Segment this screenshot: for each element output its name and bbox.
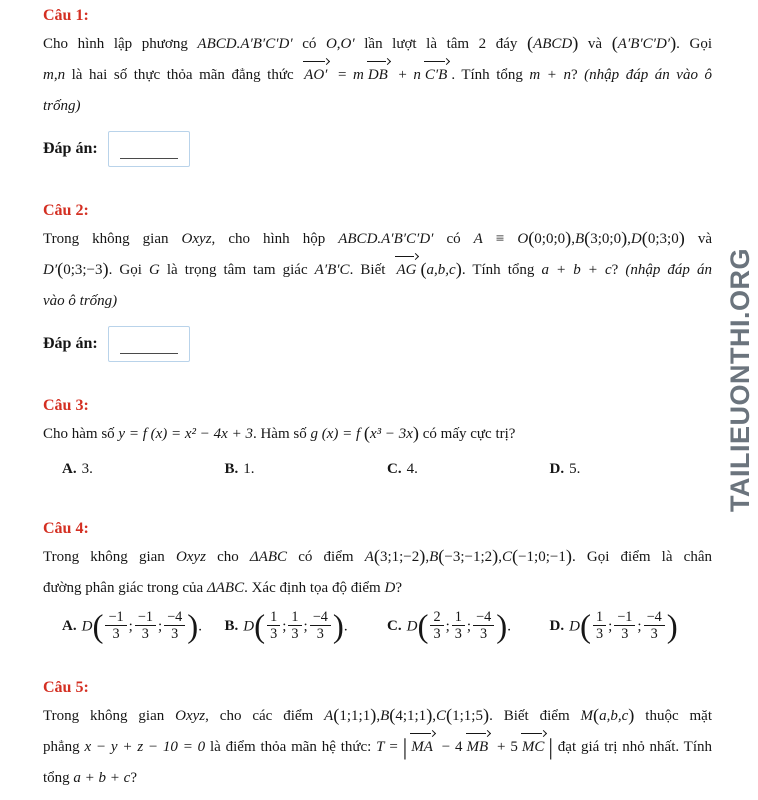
- question-3-heading: Câu 3:: [43, 397, 89, 414]
- option-a-content: D( $\frac{-1}{3}$ ; $\frac{-1}{3}$ ; $\frac{-4}{3}$ ).: [81, 608, 203, 645]
- answer-label: Đáp án:: [43, 140, 98, 157]
- question-text-line: đường phân giác trong của ΔABC. Xác định tọa độ điểm D?: [43, 580, 402, 596]
- answer-input[interactable]: [108, 131, 190, 167]
- question-3-options: [43, 454, 712, 485]
- question-text-line: m,n là hai số thực thỏa mãn đẳng thức AO′ = m DB + n C′B . Tính tổng m + n? (nhập đáp án vào ô: [43, 60, 712, 91]
- option-a-letter: A.: [62, 461, 77, 477]
- question-text-line: Trong không gian Oxyz, cho hình hộp ABCD.A′B′C′D′ có A ≡ O(0;0;0),B(3;0;0),D(0;3;0) và: [43, 228, 712, 249]
- question-1-text: [43, 29, 712, 122]
- option-b-letter: B.: [224, 618, 239, 635]
- option-d-letter: D.: [549, 461, 565, 477]
- option-b-letter: B.: [224, 461, 239, 477]
- question-2-heading: Câu 2:: [43, 202, 89, 219]
- option-c-content: D( $\frac{2}{3}$ ; $\frac{1}{3}$ ; $\frac{-4}{3}$ ).: [406, 608, 511, 645]
- question-3-text: [43, 419, 712, 450]
- question-4-heading: Câu 4:: [43, 520, 89, 537]
- question-5: [43, 678, 712, 794]
- question-4-options: [43, 610, 712, 644]
- option-b: [225, 454, 388, 485]
- question-text-line: Cho hình lập phương ABCD.A′B′C′D′ có O,O′ lần lượt là tâm 2 đáy (ABCD) và (A′B′C′D′). Gọi: [43, 33, 713, 54]
- question-1-heading: Câu 1:: [43, 7, 89, 24]
- question-2-answer-row: [43, 326, 712, 362]
- answer-label: Đáp án:: [43, 335, 98, 352]
- question-text-line: vào ô trống): [43, 293, 118, 309]
- option-b-content: 1.: [243, 461, 255, 477]
- option-b-content: D( $\frac{1}{3}$ ; $\frac{1}{3}$ ; $\frac{-4}{3}$ ).: [243, 608, 348, 645]
- option-a-content: 3.: [81, 461, 93, 477]
- question-4: [43, 519, 712, 644]
- answer-input[interactable]: [108, 326, 190, 362]
- site-watermark: TAILIEUONTHI.ORG: [725, 248, 755, 512]
- option-c: [387, 454, 550, 485]
- question-text-line: Cho hàm số y = f (x) = x² − 4x + 3. Hàm số g (x) = f (x³ − 3x) có mấy cực trị?: [43, 423, 516, 444]
- answer-blank-line: [120, 353, 178, 354]
- question-text-line: D′(0;3;−3). Gọi G là trọng tâm tam giác A′B′C. Biết AG (a,b,c). Tính tổng a + b + c? (nhập đáp án: [43, 255, 712, 286]
- option-a: [62, 610, 225, 644]
- question-4-text: [43, 542, 712, 604]
- option-d-content: 5.: [569, 461, 581, 477]
- option-d-content: D( $\frac{1}{3}$ ; $\frac{-1}{3}$ ; $\frac{-4}{3}$ ): [569, 608, 678, 645]
- question-2: [43, 201, 712, 362]
- question-5-text: [43, 701, 712, 794]
- option-d-letter: D.: [549, 618, 565, 635]
- option-c-letter: C.: [387, 618, 402, 635]
- option-d: [550, 610, 713, 644]
- option-a: [62, 454, 225, 485]
- option-c-content: 4.: [406, 461, 418, 477]
- option-c-letter: C.: [387, 461, 402, 477]
- option-d: [550, 454, 713, 485]
- question-text-line: tổng a + b + c?: [43, 769, 137, 786]
- question-text-line: trống): [43, 98, 81, 114]
- option-a-letter: A.: [62, 618, 77, 635]
- option-b: [225, 610, 388, 644]
- question-3: [43, 396, 712, 485]
- question-text-line: Trong không gian Oxyz, cho các điểm A(1;1;1),B(4;1;1),C(1;1;5). Biết điểm M(a,b,c) thuộc mặt: [43, 704, 712, 725]
- question-5-heading: Câu 5:: [43, 678, 89, 696]
- question-2-text: [43, 224, 712, 317]
- option-c: [387, 610, 550, 644]
- question-text-line: phẳng x − y + z − 10 = 0 là điểm thỏa mãn hệ thức: T = | MA − 4 MB + 5 MC | đạt giá trị nhỏ nhất. Tính: [43, 732, 712, 763]
- question-1-answer-row: [43, 131, 712, 167]
- answer-blank-line: [120, 158, 178, 159]
- question-1: [43, 6, 712, 167]
- question-text-line: Trong không gian Oxyz cho ΔABC có điểm A(3;1;−2),B(−3;−1;2),C(−1;0;−1). Gọi điểm là chân: [43, 546, 712, 567]
